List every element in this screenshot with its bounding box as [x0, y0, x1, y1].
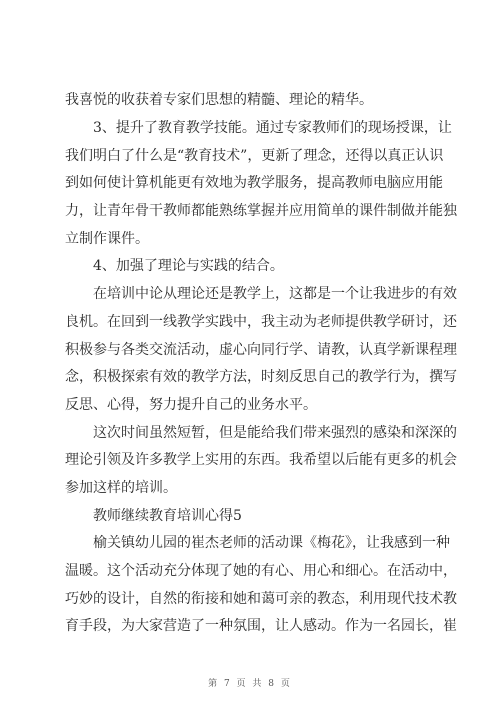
text-line: 我喜悦的收获着专家们思想的精髓、理论的精华。	[65, 92, 373, 108]
text-line: 这次时间虽然短暂，但是能给我们带来强烈的感染和深深的	[93, 425, 457, 441]
text-line: 温暖。这个活动充分体现了她的有心、用心和细心。在活动中，	[65, 563, 457, 579]
text-line: 3、提升了教育教学技能。通过专家教师们的现场授课，让	[93, 120, 452, 136]
text-line: 理论引领及许多教学上实用的东西。我希望以后能有更多的机会	[65, 452, 457, 468]
text-line: 在培训中论从理论还是教学上，这都是一个让我进步的有效	[93, 286, 457, 302]
text-line: 积极参与各类交流活动，虚心向同行学、请教，认真学新课程理	[65, 342, 457, 358]
text-line: 念，积极探索有效的教学方法，时刻反思自己的教学行为，撰写	[65, 369, 457, 385]
text-line: 我们明白了什么是“教育技术”，更新了理念，还得以真正认识	[65, 148, 444, 164]
text-line: 到如何使计算机能更有效地为教学服务，提高教师电脑应用能	[65, 175, 443, 191]
page-number-footer: 第 7 页 共 8 页	[208, 679, 292, 689]
text-line: 榆关镇幼儿园的崔杰老师的活动课《梅花》，让我感到一种	[93, 535, 450, 551]
text-line: 力，让青年骨干教师都能熟练掌握并应用简单的课件制做并能独	[65, 203, 457, 219]
text-line: 良机。在回到一线教学实践中，我主动为老师提供教学研讨，还	[65, 314, 457, 330]
text-line: 立制作课件。	[65, 231, 149, 247]
text-line: 巧妙的设计，自然的衔接和她和蔼可亲的教态，利用现代技术教	[65, 591, 457, 607]
text-line: 育手段，为大家营造了一种氛围，让人感动。作为一名园长，崔	[65, 618, 457, 634]
section-heading: 教师继续教育培训心得5	[93, 508, 242, 524]
text-line: 4、加强了理论与实践的结合。	[93, 258, 284, 274]
text-line: 参加这样的培训。	[65, 480, 177, 496]
text-line: 反思、心得，努力提升自己的业务水平。	[65, 397, 317, 413]
